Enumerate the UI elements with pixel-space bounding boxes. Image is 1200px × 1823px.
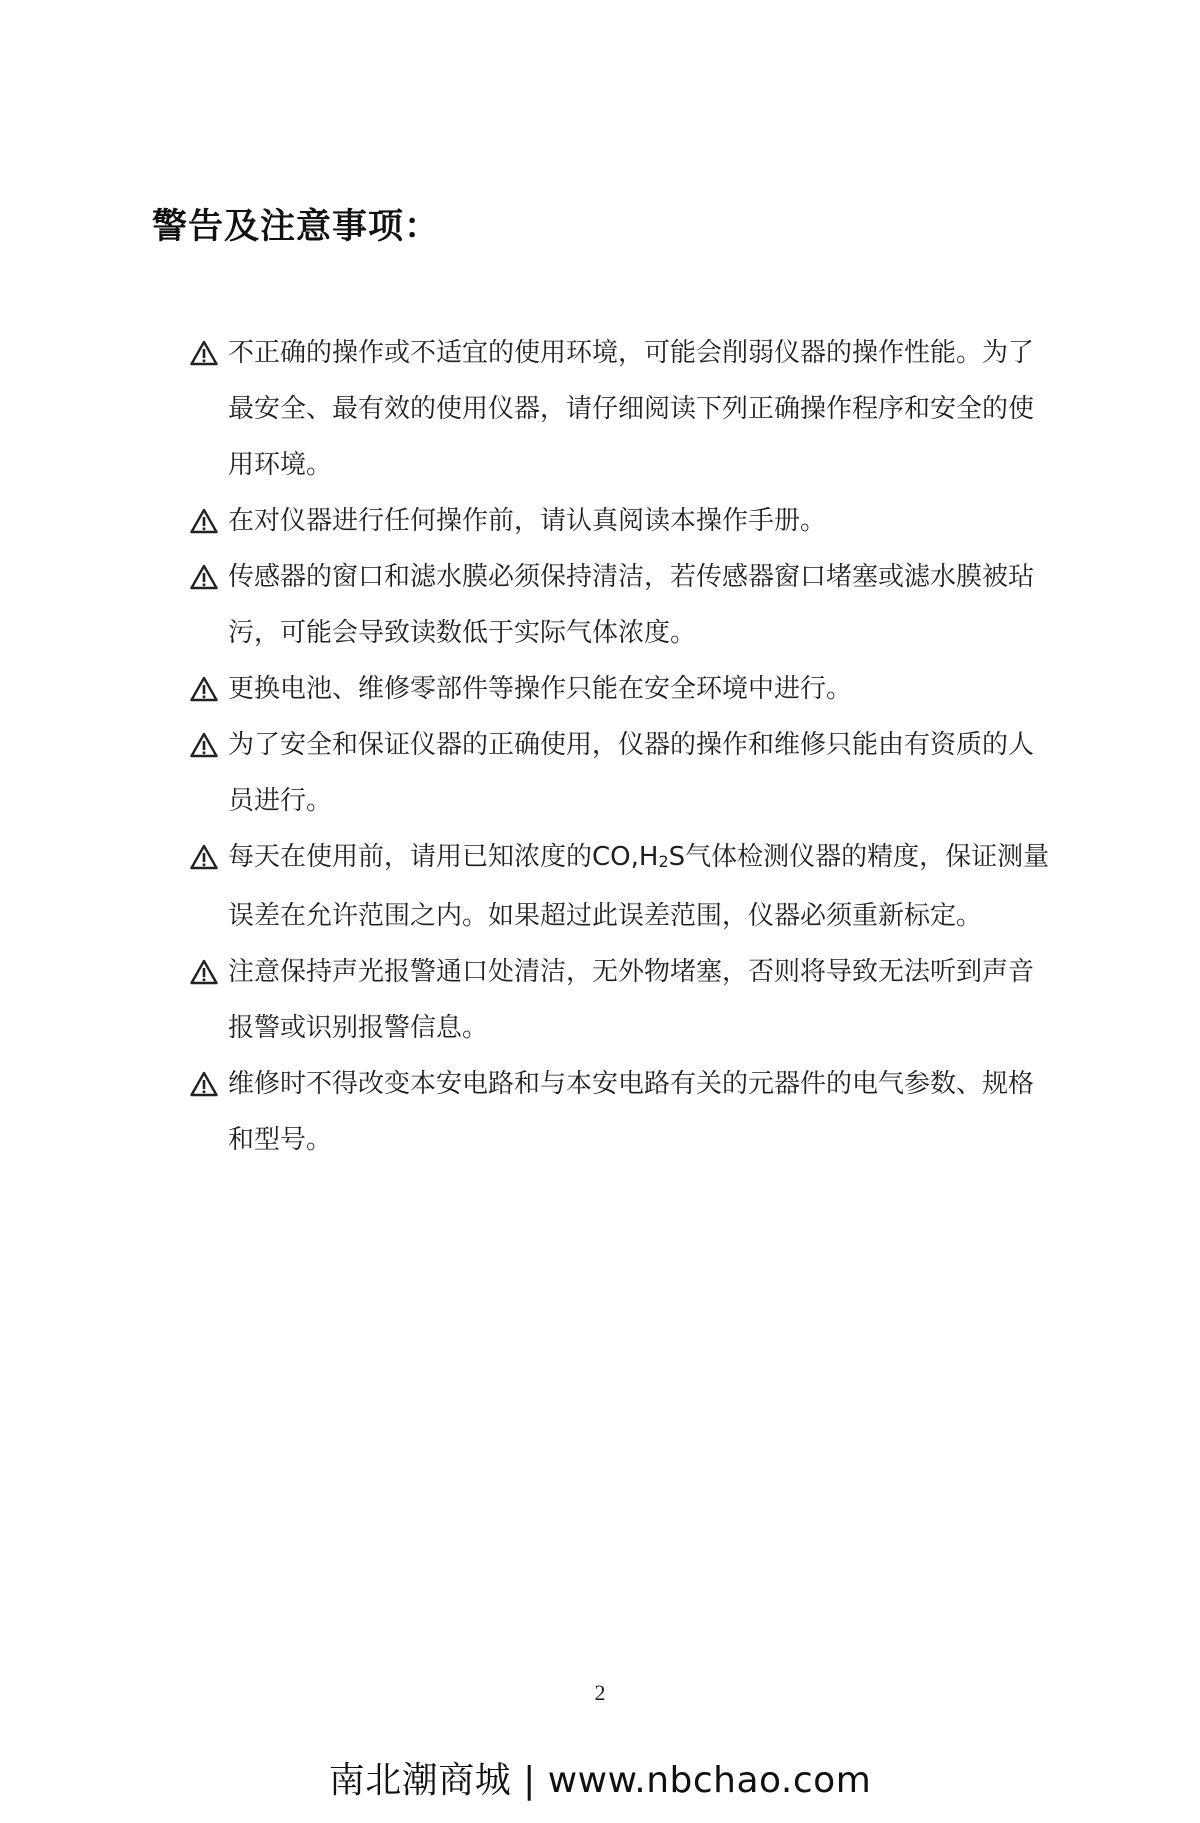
warning-list — [190, 325, 1050, 1168]
warning-text — [228, 842, 1049, 931]
warning-triangle-icon — [190, 564, 218, 590]
warning-item — [190, 493, 1050, 549]
warning-text: 为了安全和保证仪器的正确使用，仪器的操作和维修只能由有资质的人员进行。 — [228, 730, 1035, 816]
warning-triangle-icon — [190, 844, 218, 870]
warning-triangle-icon — [190, 959, 218, 985]
warning-text: 传感器的窗口和滤水膜必须保持清洁，若传感器窗口堵塞或滤水膜被玷污，可能会导致读数低于实际气体浓度。 — [228, 562, 1035, 648]
warning-triangle-icon — [190, 676, 218, 702]
subscript: 2 — [658, 852, 669, 871]
warning-item — [190, 325, 1050, 493]
warning-item — [190, 661, 1050, 717]
warning-text-part: 每天在使用前，请用已知浓度的CO,H — [228, 842, 659, 872]
warning-text-part: S气体检测仪器的精度，保证测量误差在允许范围之内。如果超过此误差范围，仪器必须重新标定。 — [228, 842, 1050, 931]
warning-triangle-icon — [190, 732, 218, 758]
warning-item — [190, 549, 1050, 661]
warning-text: 在对仪器进行任何操作前，请认真阅读本操作手册。 — [228, 506, 827, 536]
footer-site-name: 南北潮商城 | www.nbchao.com — [328, 1760, 872, 1801]
warning-item — [190, 1056, 1050, 1168]
warning-triangle-icon — [190, 340, 218, 366]
warning-item — [190, 829, 1050, 944]
warning-text: 注意保持声光报警通口处清洁，无外物堵塞，否则将导致无法听到声音报警或识别报警信息。 — [228, 957, 1035, 1043]
warning-text: 更换电池、维修零部件等操作只能在安全环境中进行。 — [228, 674, 853, 704]
warning-item — [190, 944, 1050, 1056]
warning-text: 不正确的操作或不适宜的使用环境，可能会削弱仪器的操作性能。为了最安全、最有效的使用仪器，请仔细阅读下列正确操作程序和安全的使用环境。 — [228, 338, 1035, 480]
warning-text: 维修时不得改变本安电路和与本安电路有关的元器件的电气参数、规格和型号。 — [228, 1069, 1035, 1155]
page-number: 2 — [594, 1680, 606, 1705]
warning-item — [190, 717, 1050, 829]
warning-triangle-icon — [190, 508, 218, 534]
warning-triangle-icon — [190, 1071, 218, 1097]
page-title: 警告及注意事项： — [152, 207, 441, 247]
